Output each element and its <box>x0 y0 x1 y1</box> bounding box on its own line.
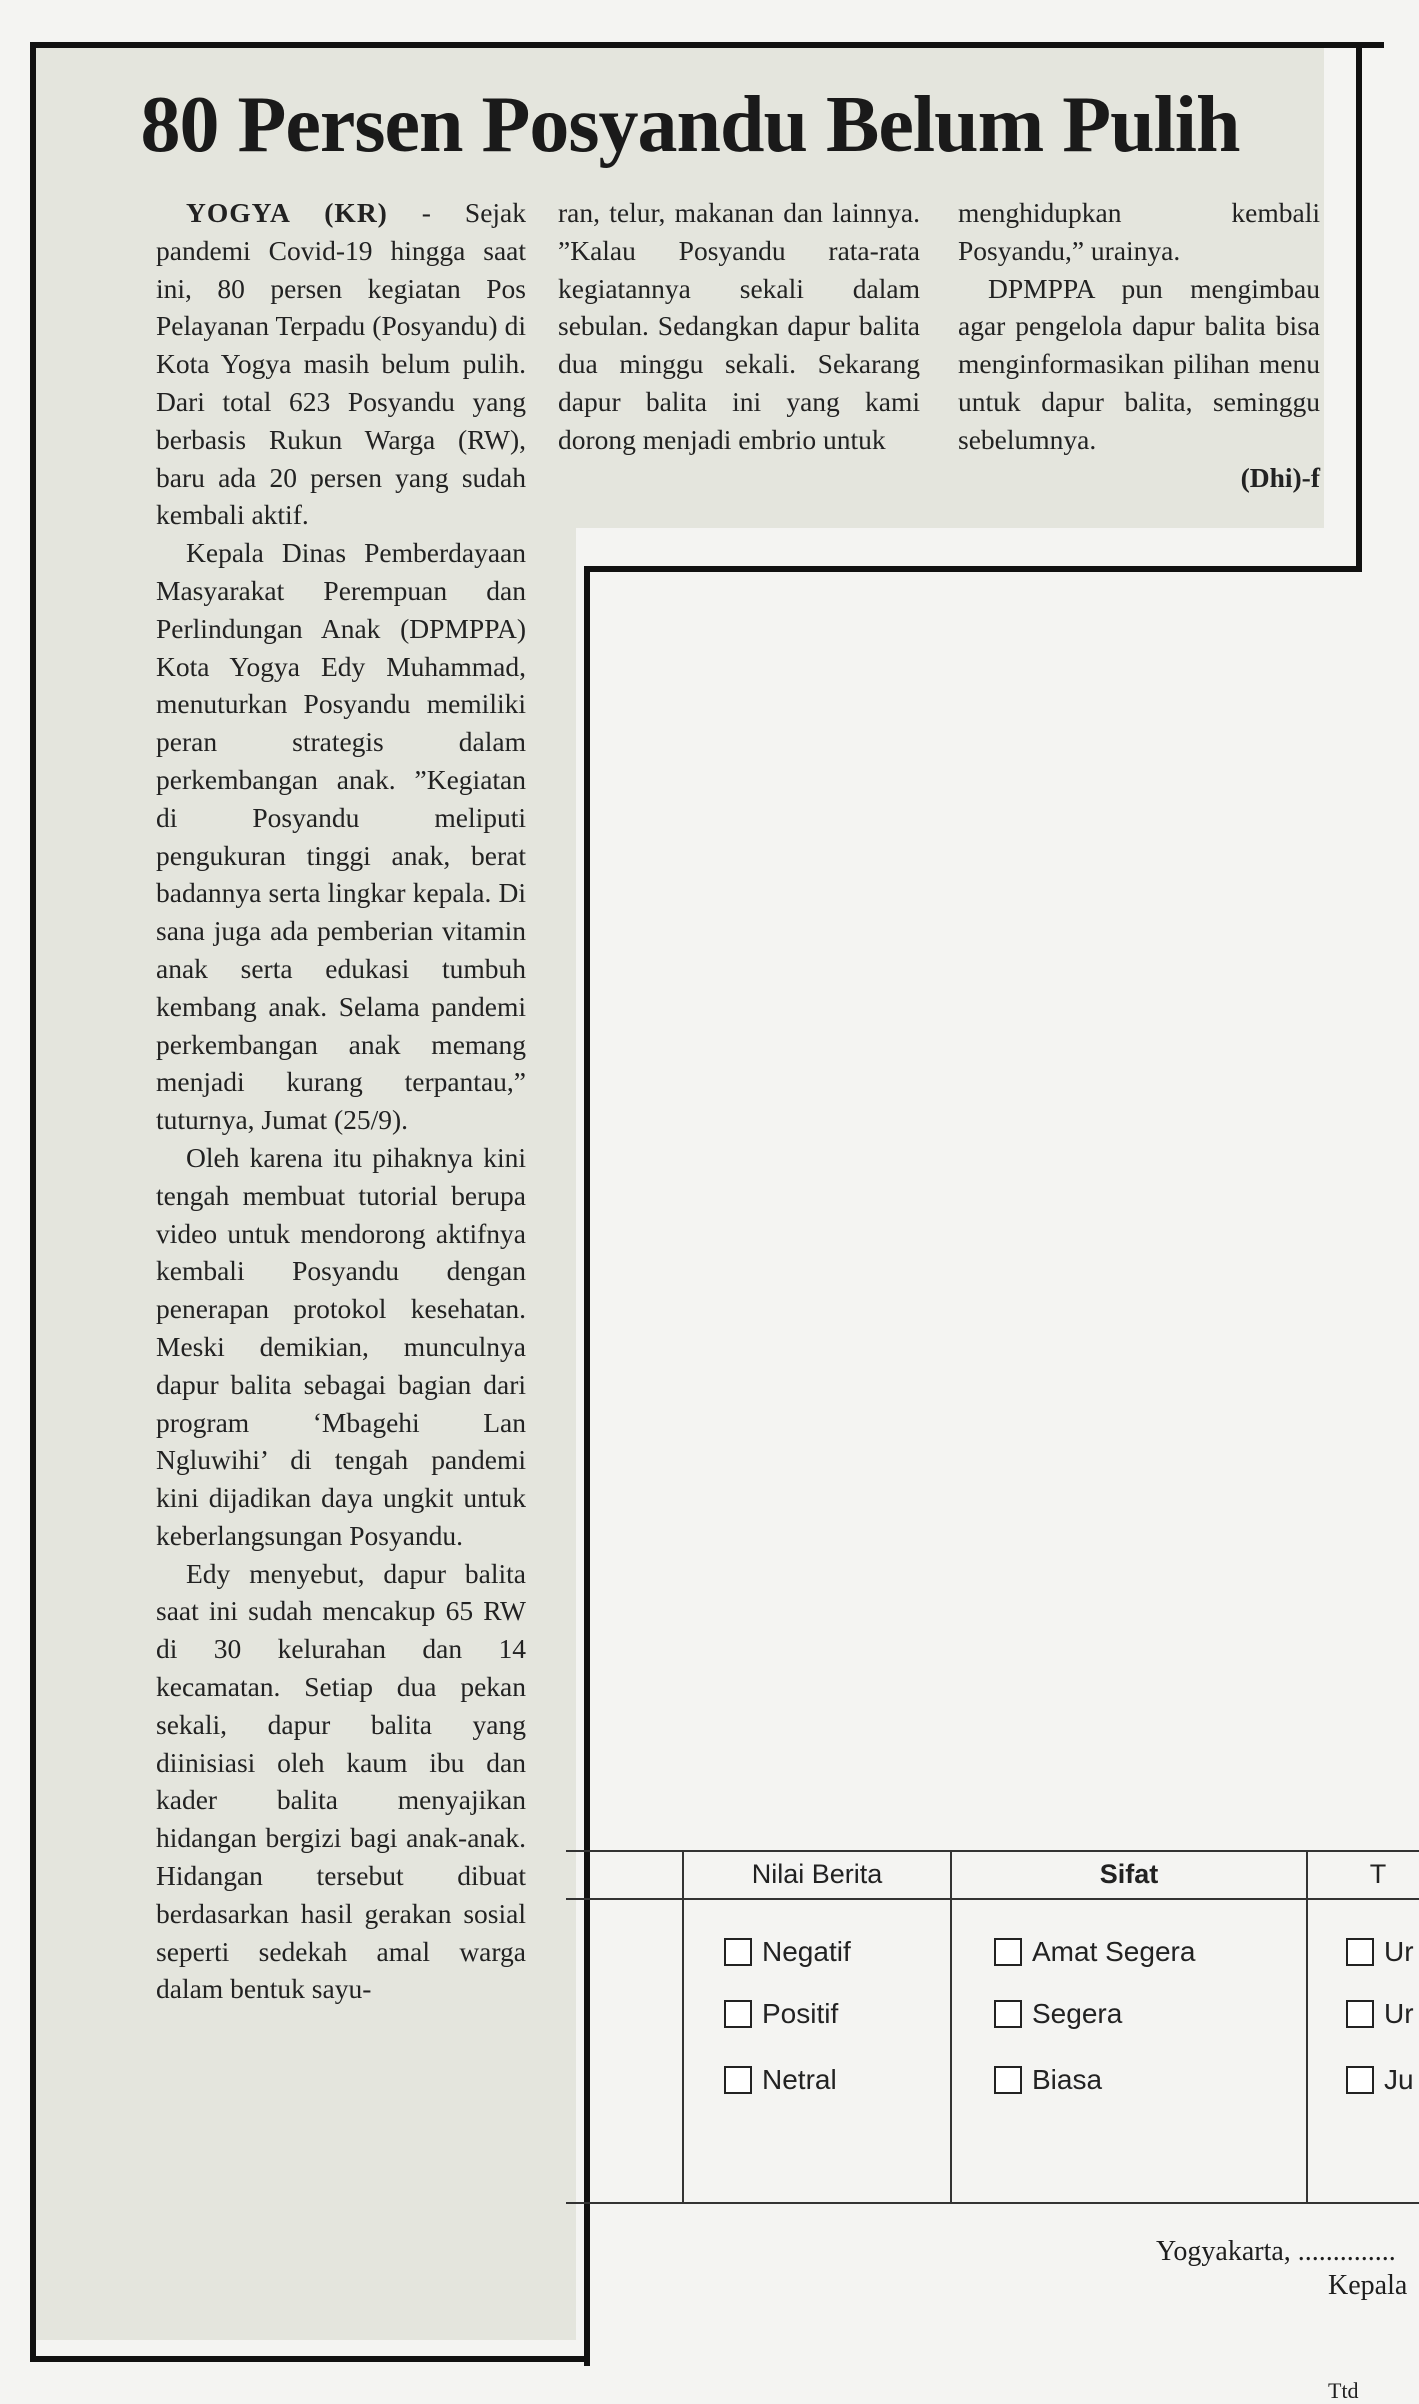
article-paragraph: menghidupkan kembali Posyandu,” urainya. <box>958 197 1320 266</box>
border-left <box>30 42 36 2362</box>
article-column-3 <box>958 194 1320 496</box>
checkbox-label: Ju <box>1384 2064 1414 2095</box>
checkbox-box[interactable] <box>724 1938 752 1966</box>
signature-ttd: Ttd <box>1328 2378 1359 2403</box>
article-paragraph-text: - Sejak pandemi Covid-19 hingga saat ini, 80 persen kegiatan Pos Pelayanan Terpadu (Posyandu) di Kota Yogya masih belum pulih. Dari total 623 Posyandu yang berbasis Rukun Warga (RW), baru ada 20 persen yang sudah kembali aktif. <box>156 197 526 531</box>
form-line-bottom <box>566 2202 1419 2204</box>
border-mid-horizontal <box>584 566 1362 572</box>
checkbox-box[interactable] <box>1346 2066 1374 2094</box>
checkbox-label: Netral <box>762 2064 837 2095</box>
evaluation-form <box>566 1850 1419 2203</box>
checkbox-box[interactable] <box>1346 1938 1374 1966</box>
article-paragraph: Kepala Dinas Pemberdayaan Masyarakat Perempuan dan Perlindungan Anak (DPMPPA) Kota Yogya Edy Muhammad, menuturkan Posyandu memiliki peran strategis dalam perkembangan anak. ”Kegiatan di Posyandu meliputi pengukuran tinggi anak, berat badannya serta lingkar kepala. Di sana juga ada pemberian vitamin anak serta edukasi tumbuh kembang anak. Selama pandemi perkembangan anak memang menjadi kurang terpantau,” tuturnya, Jumat (25/9). <box>156 537 526 1136</box>
checkbox-biasa[interactable] <box>994 2064 1102 2096</box>
checkbox-third-2[interactable] <box>1346 1998 1414 2030</box>
checkbox-label: Ur <box>1384 1936 1414 1967</box>
checkbox-label: Ur <box>1384 1998 1414 2029</box>
article-paragraph <box>156 194 526 534</box>
signature-city-date: Yogyakarta, .............. <box>1156 2236 1396 2267</box>
checkbox-amat-segera[interactable] <box>994 1936 1195 1968</box>
checkbox-box[interactable] <box>994 2066 1022 2094</box>
checkbox-segera[interactable] <box>994 1998 1122 2030</box>
article-column-2 <box>558 194 920 459</box>
article-byline-row <box>958 459 1320 497</box>
checkbox-label: Segera <box>1032 1998 1123 2029</box>
checkbox-negatif[interactable] <box>724 1936 851 1968</box>
border-top <box>30 42 1384 48</box>
checkbox-netral[interactable] <box>724 2064 837 2096</box>
article-paragraph: ran, telur, makanan dan lainnya. ”Kalau Posyandu rata-rata kegiatannya sekali dalam sebulan. Sedangkan dapur balita dua minggu sekali. Sekarang dapur balita ini yang kami dorong menjadi embrio untuk <box>558 197 920 455</box>
article-paragraph: DPMPPA pun mengimbau agar pengelola dapur balita bisa menginformasikan pilihan menu untuk dapur balita, seminggu sebelumnya. <box>958 272 1320 455</box>
form-line-col3 <box>1306 1850 1308 2204</box>
signature-role: Kepala <box>1328 2270 1408 2301</box>
article-paragraph: Edy menyebut, dapur balita saat ini sudah mencakup 65 RW di 30 kelurahan dan 14 kecamatan. Setiap dua pekan sekali, dapur balita yang diinisiasi oleh kaum ibu dan kader balita menyajikan hidangan bergizi bagi anak-anak. Hidangan tersebut dibuat berdasarkan hasil gerakan sosial seperti sedekah amal warga dalam bentuk sayu- <box>156 1557 526 2005</box>
article-column-1 <box>156 194 526 2008</box>
checkbox-third-1[interactable] <box>1346 1936 1414 1968</box>
border-right <box>1356 42 1362 572</box>
checkbox-label: Positif <box>762 1998 839 2029</box>
checkbox-box[interactable] <box>724 2000 752 2028</box>
checkbox-label: Biasa <box>1032 2064 1103 2095</box>
form-header-sifat: Sifat <box>1099 1859 1159 1889</box>
article-paragraph: Oleh karena itu pihaknya kini tengah membuat tutorial berupa video untuk mendorong aktifnya kembali Posyandu dengan penerapan protokol kesehatan. Meski demikian, munculnya dapur balita sebagai bagian dari program ‘Mbagehi Lan Ngluwihi’ di tengah pandemi kini dijadikan daya ungkit untuk keberlangsungan Posyandu. <box>156 1141 526 1551</box>
checkbox-positif[interactable] <box>724 1998 838 2030</box>
checkbox-label: Negatif <box>762 1936 851 1967</box>
article-dateline: YOGYA (KR) <box>186 197 388 228</box>
checkbox-box[interactable] <box>1346 2000 1374 2028</box>
border-bottom <box>30 2356 590 2362</box>
article-byline: (Dhi)-f <box>1240 461 1320 493</box>
form-header-nilai: Nilai Berita <box>751 1859 883 1889</box>
form-line-header <box>566 1898 1419 1900</box>
form-header-third: T <box>1369 1859 1387 1889</box>
checkbox-box[interactable] <box>994 2000 1022 2028</box>
checkbox-label: Amat Segera <box>1032 1936 1196 1967</box>
article-headline: 80 Persen Posyandu Belum Pulih <box>140 81 1240 169</box>
form-line-col2 <box>950 1850 952 2204</box>
checkbox-box[interactable] <box>994 1938 1022 1966</box>
form-line-col1 <box>682 1850 684 2204</box>
checkbox-third-3[interactable] <box>1346 2064 1414 2096</box>
checkbox-box[interactable] <box>724 2066 752 2094</box>
